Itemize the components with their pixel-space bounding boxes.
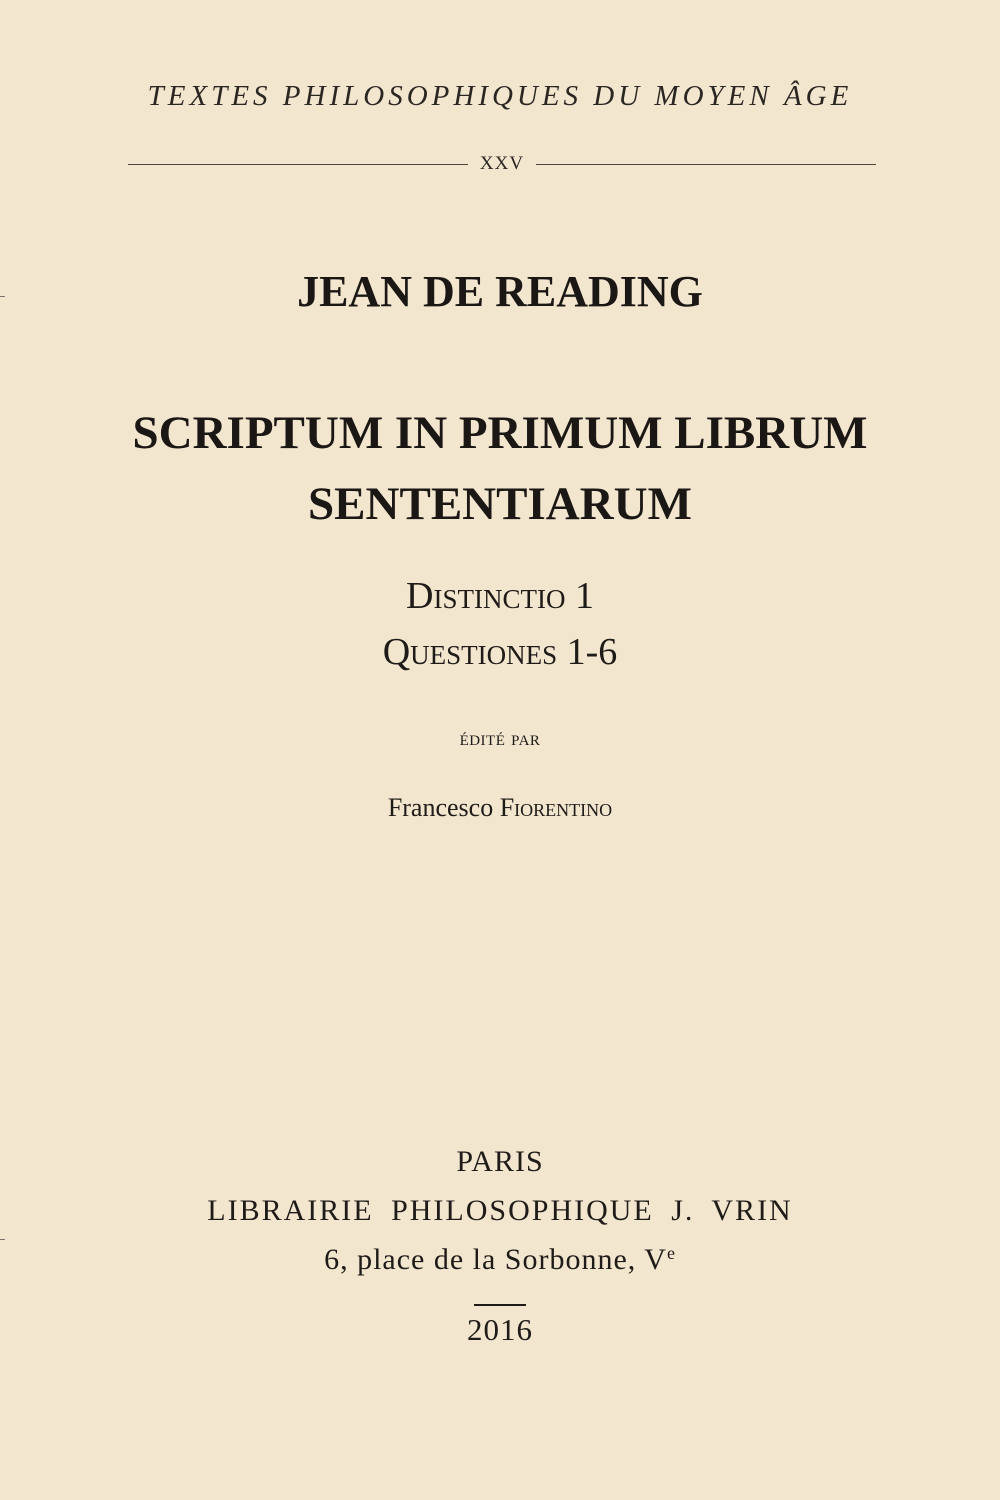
editor-name (0, 793, 1000, 823)
book-title-line-1: SCRIPTUM IN PRIMUM LIBRUM (132, 407, 868, 459)
crop-mark-top (0, 296, 5, 297)
right-rule (536, 164, 876, 165)
address-superscript: e (666, 1243, 676, 1263)
book-title-line-2: SENTENTIARUM (308, 478, 692, 530)
editor-surname: Fiorentino (499, 793, 613, 822)
subtitle-questiones: Questiones 1-6 (382, 631, 618, 673)
editor-given-name: Francesco (387, 793, 494, 822)
address-text: 6, place de la Sorbonne, V (324, 1243, 667, 1276)
crop-mark-bottom (0, 1239, 5, 1240)
publisher-city: PARIS (456, 1145, 544, 1178)
author-name: JEAN DE READING (297, 267, 703, 316)
year-rule (474, 1304, 526, 1306)
left-rule (128, 164, 468, 165)
series-title: TEXTES PHILOSOPHIQUES DU MOYEN ÂGE (147, 80, 853, 112)
subtitle-distinctio: Distinctio 1 (406, 575, 594, 617)
volume-row (128, 150, 876, 178)
book-title (0, 398, 1000, 540)
volume-number: XXV (479, 153, 525, 174)
publisher-address (0, 1243, 1000, 1277)
edited-by-label: édité par (459, 726, 541, 750)
publication-year: 2016 (467, 1312, 533, 1347)
publisher-name: LIBRAIRIE PHILOSOPHIQUE J. VRIN (207, 1194, 793, 1227)
